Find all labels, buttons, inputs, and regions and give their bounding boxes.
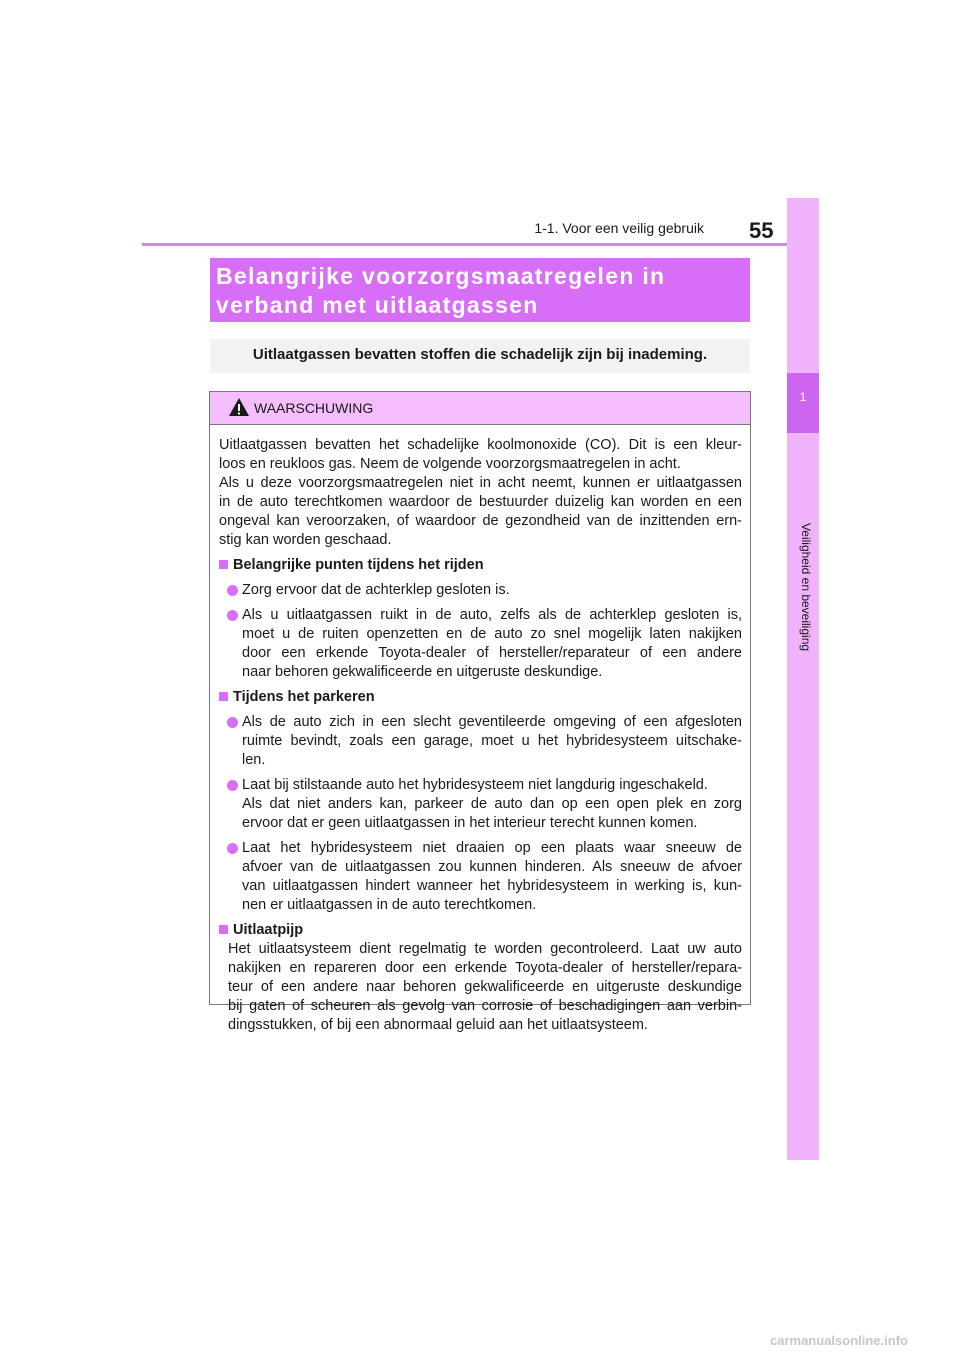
bullet-line: Zorg ervoor dat de achterklep gesloten is. bbox=[242, 582, 510, 598]
chapter-number: 1 bbox=[799, 390, 807, 404]
section-heading-driving bbox=[219, 556, 742, 575]
list-item bbox=[219, 581, 742, 600]
header-rule bbox=[142, 243, 819, 246]
list-item bbox=[219, 606, 742, 682]
page-number: 55 bbox=[749, 218, 774, 243]
section-heading-text: Belangrijke punten tijdens het rijden bbox=[233, 557, 484, 573]
circle-bullet-icon bbox=[227, 585, 238, 596]
text-line: teur of een andere naar behoren gekwalificeerde en uitgeruste deskundige bbox=[228, 979, 742, 995]
text-line: nakijken en repareren door een erkende Toyota-dealer of hersteller/repara- bbox=[228, 960, 742, 976]
circle-bullet-icon bbox=[227, 610, 238, 621]
square-bullet-icon bbox=[219, 692, 228, 701]
bullet-line: afvoer van de uitlaatgassen zou kunnen hinderen. Als sneeuw de afvoer bbox=[242, 859, 742, 875]
bullet-line: ruimte bevindt, zoals een garage, moet u het hybridesysteem uitschake- bbox=[242, 733, 742, 749]
bullet-line: van uitlaatgassen hindert wanneer het hybridesysteem in werking is, kun- bbox=[242, 878, 742, 894]
text-line: Het uitlaatsysteem dient regelmatig te worden gecontroleerd. Laat uw auto bbox=[228, 941, 742, 957]
section-heading-text: Uitlaatpijp bbox=[233, 922, 304, 938]
intro-line: stig kan worden geschaad. bbox=[219, 532, 392, 548]
side-tab-top bbox=[787, 198, 819, 373]
exhaust-pipe-text bbox=[219, 940, 742, 1035]
list-item bbox=[219, 776, 742, 833]
bullet-line: len. bbox=[242, 752, 266, 768]
warning-triangle-icon bbox=[228, 397, 250, 417]
bullet-line: door een erkende Toyota-dealer of hersteller/reparateur of een andere bbox=[242, 645, 742, 661]
bullet-line: Als de auto zich in een slecht geventileerde omgeving of een afgesloten bbox=[242, 714, 742, 730]
circle-bullet-icon bbox=[227, 780, 238, 791]
bullet-line: Als u uitlaatgassen ruikt in de auto, zelfs als de achterklep gesloten is, bbox=[242, 607, 742, 623]
bullet-line: Laat bij stilstaande auto het hybridesysteem niet langdurig ingeschakeld. bbox=[242, 777, 708, 793]
subtitle: Uitlaatgassen bevatten stoffen die schadelijk zijn bij inademing. bbox=[252, 346, 708, 363]
section-header: 1-1. Voor een veilig gebruik bbox=[534, 220, 704, 236]
text-line: bij gaten of scheuren als gevolg van corrosie of beschadigingen aan verbin- bbox=[228, 998, 742, 1014]
warning-box bbox=[209, 391, 751, 1033]
bullet-line: Als dat niet anders kan, parkeer de auto dan op een open plek en zorg bbox=[242, 796, 742, 812]
circle-bullet-icon bbox=[227, 843, 238, 854]
circle-bullet-icon bbox=[227, 717, 238, 728]
warning-header bbox=[210, 392, 750, 425]
square-bullet-icon bbox=[219, 560, 228, 569]
footer-watermark: carmanualsonline.info bbox=[770, 1333, 908, 1348]
section-heading-exhaust-pipe bbox=[219, 921, 742, 940]
warning-intro bbox=[219, 436, 742, 550]
title-line-2: verband met uitlaatgassen bbox=[216, 292, 539, 318]
bullet-line: ervoor dat er geen uitlaatgassen in het interieur terecht kunnen komen. bbox=[242, 815, 698, 831]
intro-line: loos en reukloos gas. Neem de volgende voorzorgsmaatregelen in acht. bbox=[219, 456, 681, 472]
chapter-title: Veiligheid en beveiliging bbox=[799, 522, 813, 652]
section-heading-text: Tijdens het parkeren bbox=[233, 689, 375, 705]
intro-line: Uitlaatgassen bevatten het schadelijke koolmonoxide (CO). Dit is een kleur- bbox=[219, 437, 742, 453]
bullet-line: Laat het hybridesysteem niet draaien op een plaats waar sneeuw de bbox=[242, 840, 742, 856]
page-title bbox=[216, 262, 665, 320]
list-item bbox=[219, 713, 742, 770]
bullet-line: nen er uitlaatgassen in de auto terechtkomen. bbox=[242, 897, 537, 913]
text-line: dingsstukken, of bij een abnormaal geluid aan het uitlaatsysteem. bbox=[228, 1017, 648, 1033]
title-line-1: Belangrijke voorzorgsmaatregelen in bbox=[216, 263, 666, 289]
warning-label: WAARSCHUWING bbox=[254, 400, 374, 416]
intro-line: Als u deze voorzorgsmaatregelen niet in acht neemt, kunnen er uitlaatgassen bbox=[219, 475, 742, 491]
warning-body bbox=[210, 425, 750, 1035]
bullet-line: moet u de ruiten openzetten en de auto zo snel mogelijk laten nakijken bbox=[242, 626, 742, 642]
bullet-line: naar behoren gekwalificeerde en uitgeruste deskundige. bbox=[242, 664, 603, 680]
square-bullet-icon bbox=[219, 925, 228, 934]
intro-line: ongeval kan veroorzaken, of waardoor de gezondheid van de inzittenden ern- bbox=[219, 513, 742, 529]
section-heading-parking bbox=[219, 688, 742, 707]
intro-line: in de auto terechtkomen waardoor de bestuurder duizelig kan worden en een bbox=[219, 494, 742, 510]
list-item bbox=[219, 839, 742, 915]
